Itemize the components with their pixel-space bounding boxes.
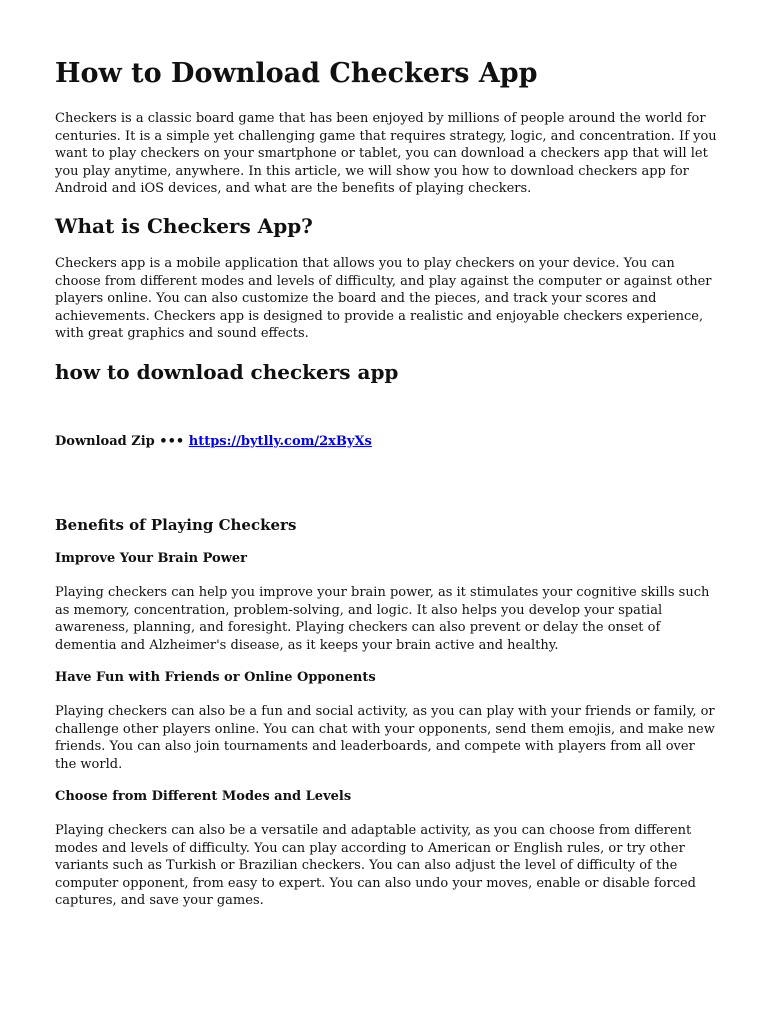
how-heading: how to download checkers app [55,360,399,384]
section-heading-modes-levels: Choose from Different Modes and Levels [55,789,352,804]
download-line [55,433,372,451]
benefits-heading: Benefits of Playing Checkers [55,516,297,534]
section-text-fun-with-friends: Playing checkers can also be a fun and social activity, as you can play with your friends or family, or challenge other players online. You can chat with your opponents, send them emojis, and make new friends. You can also join tournaments and leaderboards, and compete with players from all over the world. [55,704,715,772]
what-paragraph: Checkers app is a mobile application that allows you to play checkers on your device. You can choose from different modes and levels of difficulty, and play against the computer or against other players online. You can also customize the board and the pieces, and track your scores and achievements. Checkers app is designed to provide a realistic and enjoyable checkers experience, with great graphics and sound effects. [55,256,712,342]
section-heading-fun-with-friends: Have Fun with Friends or Online Opponents [55,670,376,685]
section-text-brain-power: Playing checkers can help you improve your brain power, as it stimulates your cognitive skills such as memory, concentration, problem-solving, and logic. It also helps you develop your spatial awareness, planning, and foresight. Playing checkers can also prevent or delay the onset of dementia and Alzheimer's disease, as it keeps your brain active and healthy. [55,585,710,653]
intro-paragraph: Checkers is a classic board game that has been enjoyed by millions of people around the world for centuries. It is a simple yet challenging game that requires strategy, logic, and concentration. If you want to play checkers on your smartphone or tablet, you can download a checkers app that will let you play anytime, anywhere. In this article, we will show you how to download checkers app for Android and iOS devices, and what are the benefits of playing checkers. [55,111,717,197]
section-text-modes-levels: Playing checkers can also be a versatile and adaptable activity, as you can choose from different modes and levels of difficulty. You can play according to American or English rules, or try other variants such as Turkish or Brazilian checkers. You can also adjust the level of difficulty of the computer opponent, from easy to expert. You can also undo your moves, enable or disable forced captures, and save your games. [55,823,696,909]
what-heading: What is Checkers App? [55,214,313,238]
download-link[interactable]: https://bytlly.com/2xByXs [188,434,372,449]
section-heading-brain-power: Improve Your Brain Power [55,551,248,566]
page-title: How to Download Checkers App [55,58,538,89]
download-label: Download Zip ••• [55,434,185,449]
